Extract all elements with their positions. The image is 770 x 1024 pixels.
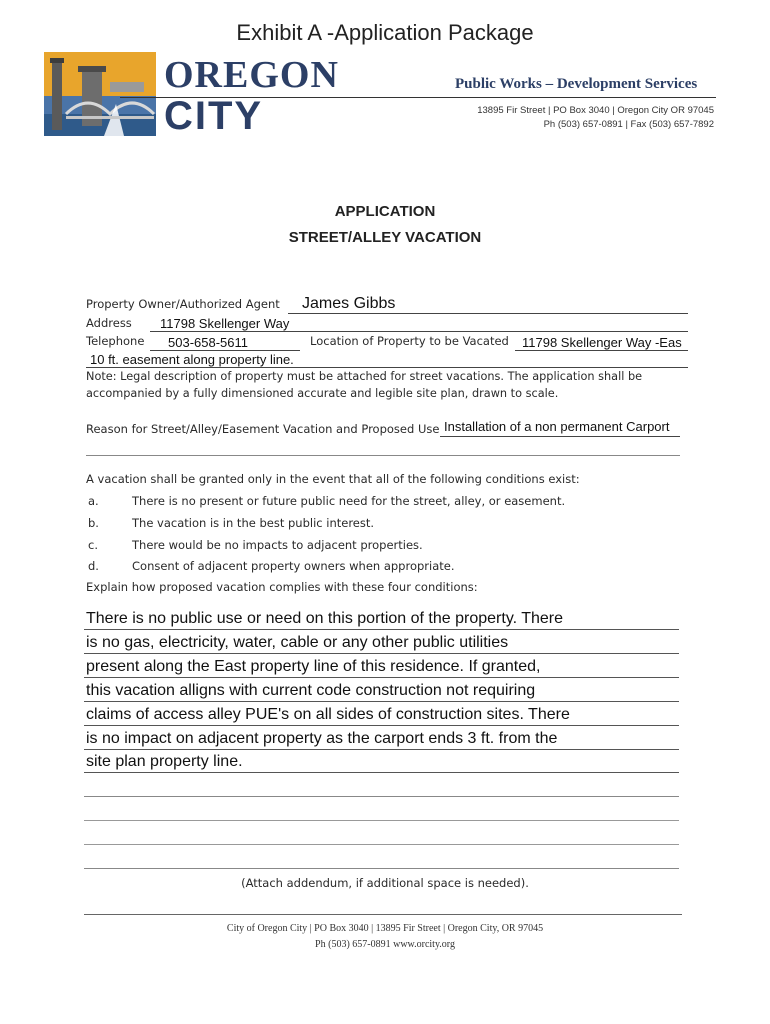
exhibit-title: Exhibit A -Application Package (236, 20, 534, 45)
footer-address: City of Oregon City | PO Box 3040 | 13895 Fir Street | Oregon City, OR 97045 (226, 923, 544, 934)
footer-rule (84, 914, 682, 915)
condition-text-d: Consent of adjacent property owners when appropriate. (132, 559, 455, 573)
department-address: 13895 Fir Street | PO Box 3040 | Oregon City OR 97045 (477, 105, 714, 116)
footer-contact: Ph (503) 657-0891 www.orcity.org (315, 939, 455, 950)
explanation-blank-line[interactable] (84, 844, 679, 845)
department-phone: Ph (503) 657-0891 | Fax (503) 657-7892 (543, 119, 714, 130)
condition-letter-c: c. (88, 538, 98, 552)
location-field[interactable]: 11798 Skellenger Way -Eas (522, 335, 682, 350)
oregon-city-emblem-icon (44, 52, 156, 136)
location-label: Location of Property to be Vacated (310, 334, 509, 348)
condition-letter-d: d. (88, 559, 99, 573)
location-underline (515, 350, 688, 351)
explanation-line-4[interactable]: this vacation alligns with current code construction not requiring (86, 682, 536, 699)
address-field[interactable]: 11798 Skellenger Way (160, 316, 290, 331)
logo-word-oregon: OREGON (164, 54, 339, 96)
explanation-line-3[interactable]: present along the East property line of this residence. If granted, (86, 658, 541, 675)
conditions-intro: A vacation shall be granted only in the event that all of the following conditions exist: (86, 472, 580, 486)
condition-letter-b: b. (88, 516, 99, 530)
reason-underline-2 (86, 455, 680, 456)
condition-text-a: There is no present or future public need for the street, alley, or easement. (132, 494, 566, 508)
explanation-underline (84, 772, 679, 773)
owner-field[interactable]: James Gibbs (302, 295, 396, 312)
application-subtitle: STREET/ALLEY VACATION (288, 229, 482, 246)
logo-word-city: CITY (164, 94, 264, 138)
reason-field[interactable]: Installation of a non permanent Carport (444, 419, 670, 434)
condition-letter-a: a. (88, 494, 99, 508)
address-underline (150, 331, 688, 332)
note-line-2: accompanied by a fully dimensioned accurate and legible site plan, drawn to scale. (86, 387, 559, 400)
header-rule (120, 97, 716, 98)
explanation-blank-line[interactable] (84, 820, 679, 821)
explanation-underline (84, 701, 679, 702)
explanation-underline (84, 677, 679, 678)
explanation-line-1[interactable]: There is no public use or need on this portion of the property. There (86, 610, 564, 627)
explanation-line-5[interactable]: claims of access alley PUE's on all sides of construction sites. There (86, 706, 570, 723)
explanation-line-7[interactable]: site plan property line. (86, 753, 243, 770)
owner-label: Property Owner/Authorized Agent (86, 297, 280, 311)
condition-text-b: The vacation is in the best public interest. (132, 516, 375, 530)
reason-underline (440, 436, 680, 437)
owner-underline (288, 313, 688, 314)
telephone-underline (150, 350, 300, 351)
reason-label: Reason for Street/Alley/Easement Vacation and Proposed Use (86, 422, 440, 436)
explanation-line-2[interactable]: is no gas, electricity, water, cable or any other public utilities (86, 634, 509, 651)
department-title: Public Works – Development Services (455, 76, 698, 92)
telephone-label: Telephone (86, 334, 145, 348)
address-label: Address (86, 316, 132, 330)
oregon-city-logo (44, 52, 339, 138)
attach-addendum-note: (Attach addendum, if additional space is needed). (241, 876, 529, 890)
application-title: APPLICATION (334, 203, 436, 220)
location-continued-underline (86, 367, 688, 368)
explanation-blank-line[interactable] (84, 796, 679, 797)
condition-text-c: There would be no impacts to adjacent properties. (132, 538, 423, 552)
explanation-line-6[interactable]: is no impact on adjacent property as the carport ends 3 ft. from the (86, 730, 558, 747)
explanation-blank-line[interactable] (84, 868, 679, 869)
conditions-explain: Explain how proposed vacation complies with these four conditions: (86, 580, 478, 594)
note-line-1: Note: Legal description of property must be attached for street vacations. The application shall be (86, 370, 643, 383)
explanation-underline (84, 725, 679, 726)
explanation-underline (84, 653, 679, 654)
location-field-continued[interactable]: 10 ft. easement along property line. (90, 352, 294, 367)
explanation-underline (84, 629, 679, 630)
telephone-field[interactable]: 503-658-5611 (168, 335, 248, 350)
explanation-underline (84, 749, 679, 750)
